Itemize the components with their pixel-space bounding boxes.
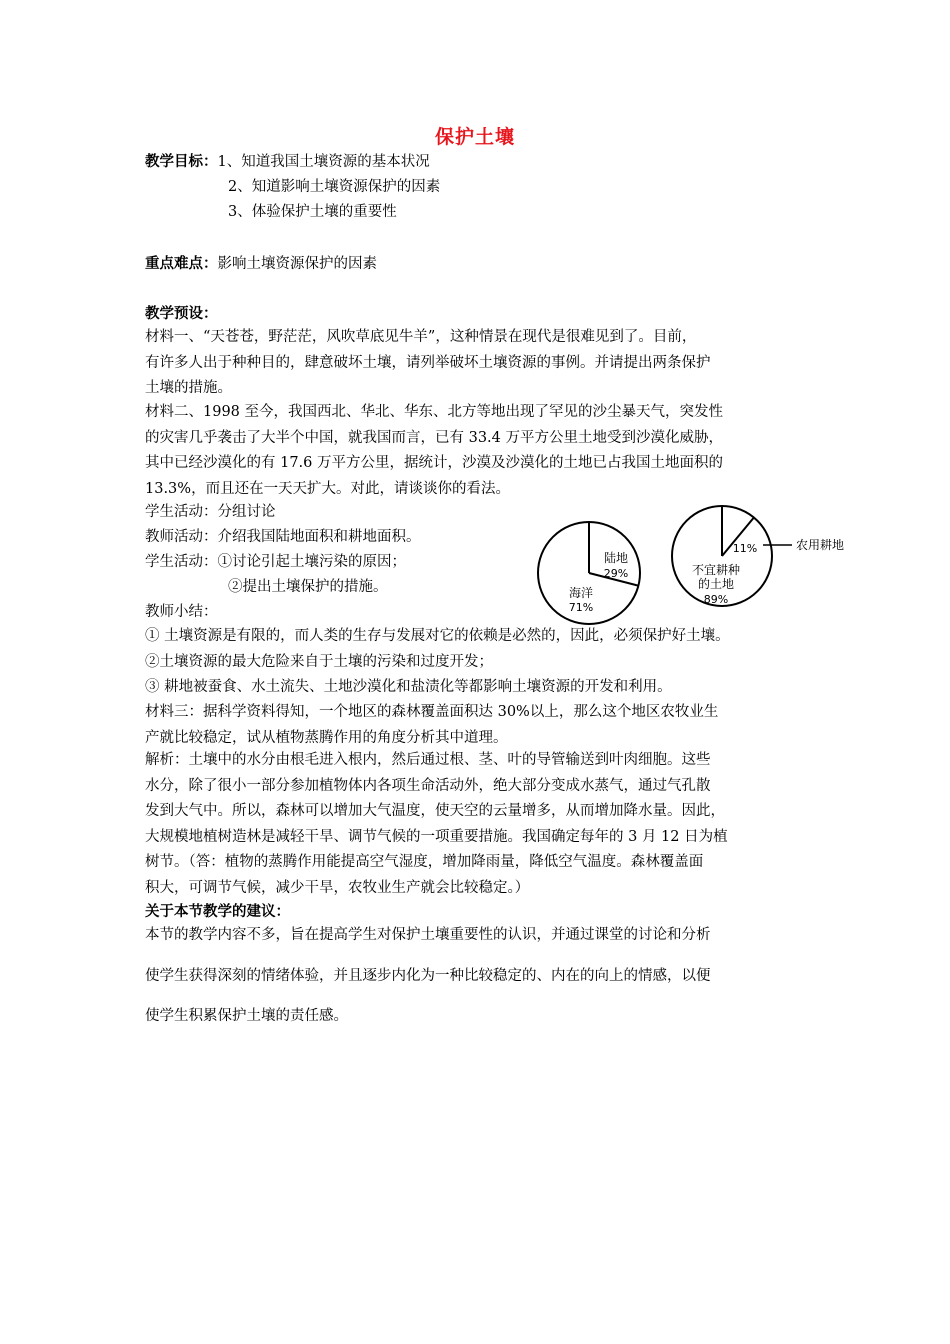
pie-slice-label: 陆地: [603, 551, 629, 565]
paragraph-line: 材料二、1998 至今，我国西北、华北、华东、北方等地出现了罕见的沙尘暴天气，突发性: [145, 404, 724, 420]
page-title: 保护土壤: [434, 126, 515, 148]
paragraph-line: 积大，可调节气候，减少干旱，农牧业生产就会比较稳定。）: [145, 879, 530, 896]
objective-item: 2、知道影响土壤资源保护的因素: [228, 179, 441, 195]
summary-item: ① 土壤资源是有限的，而人类的生存与发展对它的依赖是必然的，因此，必须保护好土壤。: [145, 628, 730, 644]
callout-label: 农用耕地: [796, 538, 845, 552]
pie-slice-value: 11%: [732, 542, 758, 555]
key-points-text: 影响土壤资源保护的因素: [217, 256, 377, 272]
paragraph-line: 13.3%，而且还在一天天扩大。对此，请谈谈你的看法。: [145, 480, 511, 497]
paragraph-line: 有许多人出于种种目的，肆意破坏土壤，请列举破坏土壤资源的事例。并请提出两条保护: [145, 354, 711, 371]
material-two: [145, 400, 810, 502]
objectives-label: 教学目标：: [145, 154, 218, 170]
key-points-row: [145, 254, 377, 274]
pie-slice-value: 71%: [568, 601, 594, 614]
objective-item: 3、体验保护土壤的重要性: [228, 204, 397, 220]
summary-item: ③ 耕地被蚕食、水土流失、土地沙漠化和盐渍化等都影响土壤资源的开发和利用。: [145, 679, 672, 695]
material-three: [145, 700, 810, 751]
paragraph-line: 其中已经沙漠化的有 17.6 万平方公里，据统计，沙漠及沙漠化的土地已占我国土地面积的: [145, 455, 723, 471]
objective-item: 1、知道我国土壤资源的基本状况: [217, 154, 430, 170]
teacher-activity: 教师活动：介绍我国陆地面积和耕地面积。: [145, 529, 421, 545]
student-activity: ②提出土壤保护的措施。: [228, 579, 388, 595]
pie-slice-label: 的土地: [697, 577, 735, 591]
paragraph-line: 树节。（答：植物的蒸腾作用能提高空气湿度，增加降雨量，降低空气温度。森林覆盖面: [145, 854, 704, 870]
objectives-row: [145, 152, 430, 172]
paragraph-line: 材料三：据科学资料得知，一个地区的森林覆盖面积达 30%以上，那么这个地区农牧业生: [145, 704, 719, 720]
pie-slice-label: 不宜耕种: [691, 563, 741, 577]
paragraph-line: 发到大气中。所以，森林可以增加大气温度，使天空的云量增多，从而增加降水量。因此，: [145, 803, 725, 819]
suggestion-line: 使学生获得深刻的情绪体验，并且逐步内化为一种比较稳定的、内在的向上的情感，以便: [145, 968, 711, 984]
teacher-summary-label: 教师小结：: [145, 604, 218, 620]
paragraph-line: 材料一、“天苍苍，野茫茫，风吹草底见牛羊”，这种情景在现代是很难见到了。目前，: [145, 329, 697, 345]
paragraph-line: 产就比较稳定，试从植物蒸腾作用的角度分析其中道理。: [145, 729, 508, 746]
teacher-summary: [145, 624, 810, 701]
suggestion-line: 使学生积累保护土壤的责任感。: [145, 1008, 348, 1024]
paragraph-line: 的灾害几乎袭击了大半个中国，就我国而言，已有 33.4 万平方公里土地受到沙漠化威胁，: [145, 429, 723, 446]
pie-charts: [530, 505, 870, 630]
material-one: [145, 325, 810, 402]
paragraph-line: 大规模地植树造林是减轻干旱、调节气候的一项重要措施。我国确定每年的 3 月 12 日为植: [145, 828, 728, 845]
analysis: [145, 748, 810, 901]
pie-slice-value: 29%: [603, 567, 629, 580]
preset-label: 教学预设：: [145, 306, 218, 322]
suggestion-label: 关于本节教学的建议：: [145, 904, 290, 920]
paragraph-line: 水分，除了很小一部分参加植物体内各项生命活动外，绝大部分变成水蒸气，通过气孔散: [145, 777, 711, 794]
paragraph-line: 解析：土壤中的水分由根毛进入根内，然后通过根、茎、叶的导管输送到叶肉细胞。这些: [145, 752, 711, 768]
summary-item: ②土壤资源的最大危险来自于土壤的污染和过度开发；: [145, 653, 493, 670]
student-activity: 学生活动：①讨论引起土壤污染的原因；: [145, 554, 406, 570]
pie-slice-value: 89%: [703, 593, 729, 606]
key-points-label: 重点难点：: [145, 256, 218, 272]
student-activity: 学生活动：分组讨论: [145, 504, 276, 520]
suggestion-line: 本节的教学内容不多，旨在提高学生对保护土壤重要性的认识，并通过课堂的讨论和分析: [145, 927, 711, 943]
paragraph-line: 土壤的措施。: [145, 380, 232, 396]
pie-slice-label: 海洋: [568, 586, 594, 600]
